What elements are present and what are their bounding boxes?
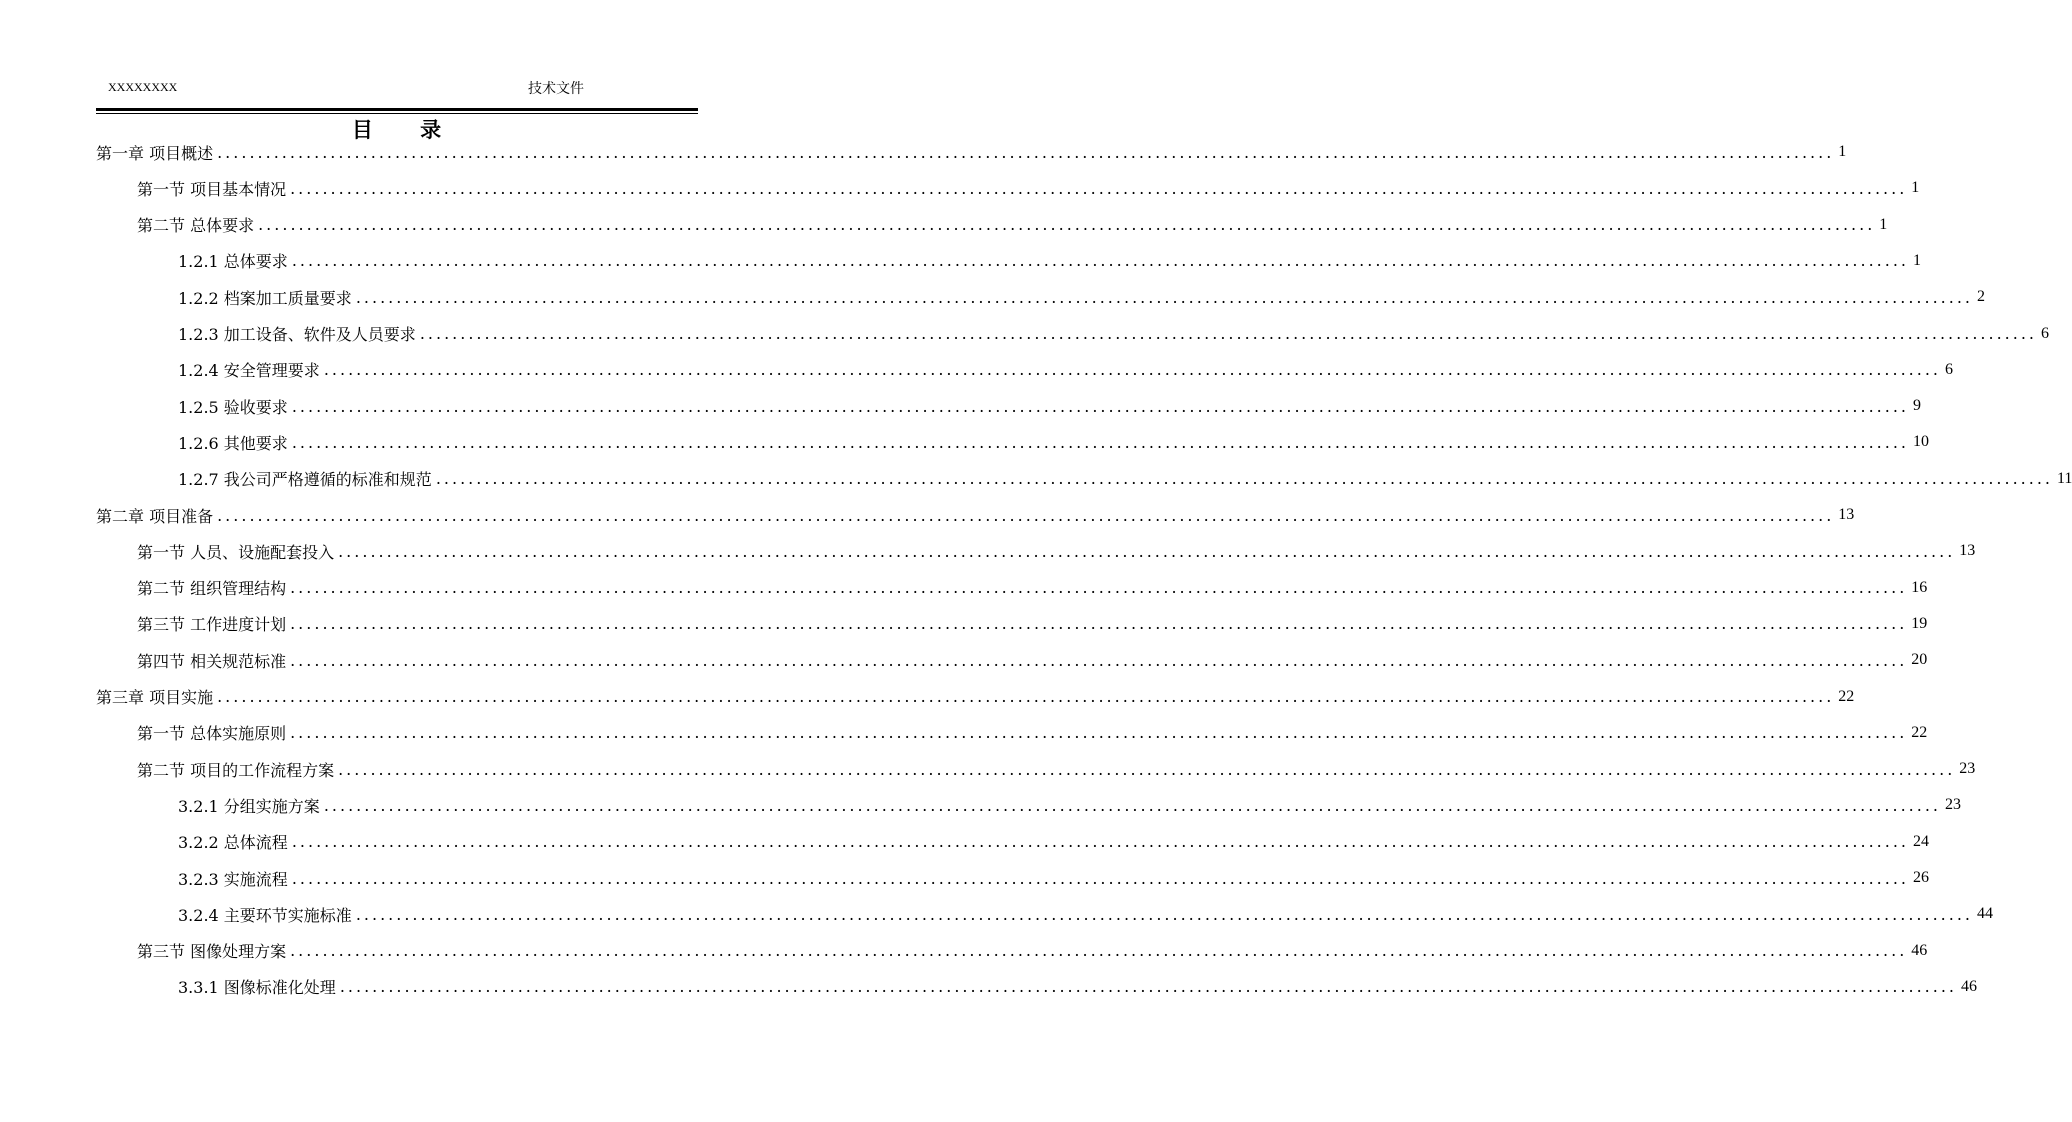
- toc-entry-label: 第四节 相关规范标准: [137, 651, 287, 671]
- toc-dot-leader: ........................................................................................................................................................................................................: [290, 178, 1908, 198]
- toc-entry[interactable]: [178, 824, 1929, 860]
- toc-entry-label: 第一节 总体实施原则: [137, 724, 287, 744]
- toc-entry-page: 6: [1945, 360, 1953, 378]
- toc-entry-label: 第二章 项目准备: [96, 506, 214, 526]
- toc-entry-page: 9: [1913, 397, 1921, 415]
- toc-entry-page: 23: [1945, 796, 1961, 814]
- toc-entry-label: 3.2.4 主要环节实施标准: [178, 905, 352, 925]
- toc-entry-page: 20: [1911, 651, 1928, 669]
- toc-entry-label: 第一节 项目基本情况: [137, 179, 287, 199]
- header-rule-thick: [96, 108, 698, 111]
- toc-entry-label: 第二节 总体要求: [137, 216, 255, 236]
- toc-dot-leader: ........................................................................................................................................................................................................: [435, 469, 2053, 489]
- toc-entry-label: 1.2.5 验收要求: [178, 397, 288, 417]
- toc-entry-label: 第一节 人员、设施配套投入: [137, 542, 335, 562]
- toc-entry[interactable]: [178, 787, 1961, 823]
- toc-entry[interactable]: [178, 388, 1921, 424]
- toc-entry[interactable]: [178, 461, 2072, 497]
- toc-entry-page: 1: [1913, 251, 1921, 269]
- toc-entry-label: 第二节 组织管理结构: [137, 579, 287, 599]
- toc-entry-page: 1: [1911, 179, 1920, 197]
- toc-entry-label: 1.2.6 其他要求: [178, 433, 288, 453]
- header-left-text: XXXXXXXX: [108, 80, 178, 94]
- toc-dot-leader: ........................................................................................................................................................................................................: [290, 941, 1908, 961]
- toc-entry[interactable]: [137, 642, 1928, 678]
- toc-entry[interactable]: [137, 751, 1976, 787]
- toc-entry[interactable]: [178, 860, 1929, 896]
- toc-entry-page: 24: [1913, 832, 1929, 850]
- toc-dot-leader: ........................................................................................................................................................................................................: [291, 432, 1909, 452]
- toc-entry-label: 第二节 项目的工作流程方案: [137, 760, 335, 780]
- toc-dot-leader: ........................................................................................................................................................................................................: [291, 832, 1909, 852]
- toc-dot-leader: ........................................................................................................................................................................................................: [290, 614, 1908, 634]
- toc-dot-leader: ........................................................................................................................................................................................................: [291, 251, 1909, 271]
- toc-entry-label: 1.2.4 安全管理要求: [178, 361, 320, 381]
- toc-entry[interactable]: [96, 134, 1847, 170]
- toc-entry[interactable]: [96, 679, 1855, 715]
- toc-title: 目 录: [351, 117, 462, 142]
- toc-entry[interactable]: [137, 606, 1928, 642]
- toc-dot-leader: ........................................................................................................................................................................................................: [355, 287, 1973, 307]
- toc-dot-leader: ........................................................................................................................................................................................................: [419, 324, 2037, 343]
- toc-entry[interactable]: [96, 497, 1855, 533]
- toc-entry[interactable]: [178, 424, 1929, 460]
- toc-dot-leader: ........................................................................................................................................................................................................: [258, 215, 1876, 235]
- toc-entry-page: 22: [1838, 687, 1855, 705]
- toc-entry-page: 11: [2057, 469, 2072, 487]
- toc-entry-page: 22: [1911, 723, 1928, 741]
- toc-entry[interactable]: [137, 933, 1928, 969]
- toc-entry[interactable]: [178, 279, 1985, 315]
- toc-entry-page: 46: [1911, 941, 1928, 959]
- toc-dot-leader: ........................................................................................................................................................................................................: [217, 142, 1835, 162]
- toc-entry-page: 26: [1913, 869, 1929, 886]
- toc-entry[interactable]: [178, 969, 1977, 1005]
- toc-dot-leader: ........................................................................................................................................................................................................: [323, 360, 1941, 380]
- toc-entry[interactable]: [178, 243, 1921, 279]
- toc-dot-leader: ........................................................................................................................................................................................................: [291, 396, 1909, 416]
- toc-dot-leader: ........................................................................................................................................................................................................: [338, 541, 1956, 561]
- toc-entry-label: 第三节 图像处理方案: [137, 942, 287, 962]
- toc-entry-page: 23: [1959, 760, 1976, 778]
- toc-dot-leader: ........................................................................................................................................................................................................: [355, 904, 1973, 924]
- toc-entry[interactable]: [178, 352, 1953, 388]
- toc-entry-label: 3.2.1 分组实施方案: [178, 796, 320, 816]
- toc-entry-page: 19: [1911, 614, 1928, 632]
- toc-entry[interactable]: [137, 533, 1976, 569]
- toc-entry-label: 3.2.2 总体流程: [178, 833, 288, 853]
- toc-entry-page: 6: [2041, 324, 2049, 342]
- toc-entry-page: 13: [1838, 506, 1855, 523]
- toc-entry-label: 第三章 项目实施: [96, 688, 214, 707]
- toc-entry-page: 2: [1977, 288, 1985, 306]
- toc-entry-label: 第三节 工作进度计划: [137, 615, 287, 635]
- toc-entry-label: 1.2.7 我公司严格遵循的标准和规范: [178, 470, 432, 490]
- toc-dot-leader: ........................................................................................................................................................................................................: [290, 578, 1908, 598]
- toc-entry[interactable]: [178, 316, 2049, 352]
- toc-entry-label: 3.3.1 图像标准化处理: [178, 978, 336, 998]
- toc-dot-leader: ........................................................................................................................................................................................................: [323, 795, 1941, 815]
- toc-entry[interactable]: [178, 896, 1993, 932]
- toc-entry-page: 13: [1959, 542, 1976, 560]
- toc-entry[interactable]: [137, 570, 1928, 606]
- toc-entry-label: 1.2.2 档案加工质量要求: [178, 288, 352, 308]
- toc-entry-page: 1: [1838, 143, 1847, 160]
- toc-entry-page: 1: [1879, 215, 1888, 233]
- toc-dot-leader: ........................................................................................................................................................................................................: [339, 977, 1957, 997]
- toc-entry-page: 10: [1913, 433, 1929, 451]
- toc-dot-leader: ........................................................................................................................................................................................................: [290, 650, 1908, 670]
- toc-entry-page: 16: [1911, 578, 1928, 596]
- toc-entry-label: 第一章 项目概述: [96, 143, 214, 163]
- toc-dot-leader: ........................................................................................................................................................................................................: [291, 868, 1909, 888]
- toc-dot-leader: ........................................................................................................................................................................................................: [290, 723, 1908, 743]
- toc-entry-page: 46: [1961, 977, 1977, 995]
- header-right-text: 技术文件: [528, 81, 584, 97]
- toc-entry[interactable]: [137, 170, 1920, 206]
- toc-dot-leader: ........................................................................................................................................................................................................: [217, 505, 1835, 525]
- toc-entry-label: 1.2.1 总体要求: [178, 252, 288, 272]
- toc-dot-leader: ........................................................................................................................................................................................................: [338, 759, 1956, 779]
- toc-entry-label: 1.2.3 加工设备、软件及人员要求: [178, 325, 416, 344]
- page-header: [96, 78, 698, 100]
- toc-entry-label: 3.2.3 实施流程: [178, 869, 288, 889]
- toc-entry-page: 44: [1977, 905, 1993, 923]
- toc-dot-leader: ........................................................................................................................................................................................................: [217, 687, 1835, 706]
- toc-entry[interactable]: [137, 715, 1928, 751]
- toc-entry[interactable]: [137, 207, 1888, 243]
